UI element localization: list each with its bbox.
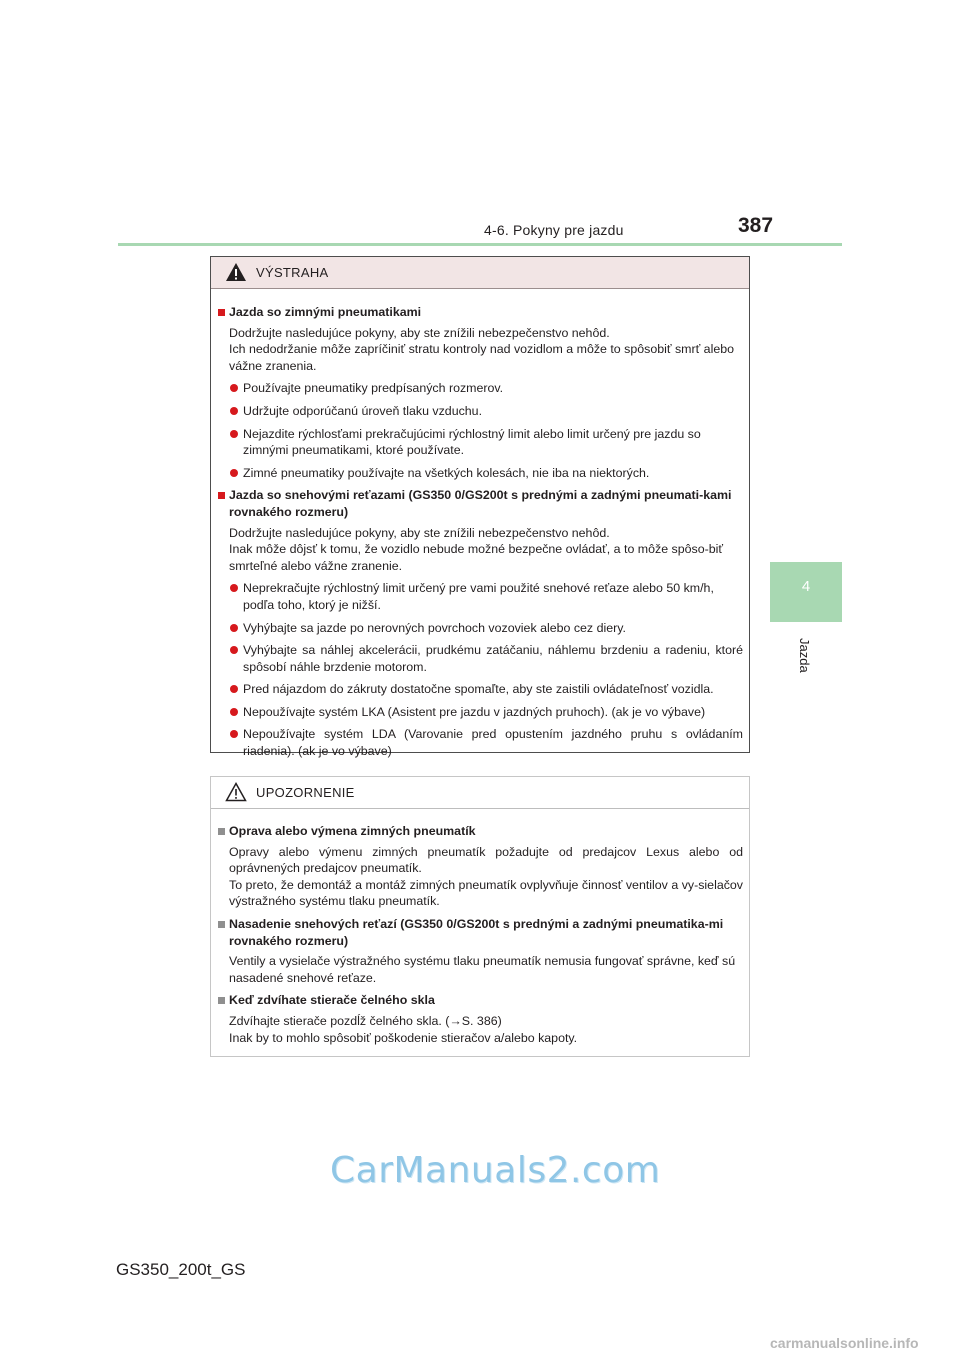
warning-body (211, 289, 749, 760)
warning-heading-snow-chains: Jazda so snehovými reťazami (GS350 0/GS200t s prednými a zadnými pneumati-kami rovnakého rozmeru) (218, 487, 743, 520)
warning-bullet: Nepoužívajte systém LDA (Varovanie pred opustením jazdného pruhu s ovládaním riadenia). (ak je vo výbave) (218, 726, 743, 759)
notice-paragraph-line: Inak by to mohlo spôsobiť poškodenie stieračov a/alebo kapoty. (229, 1030, 578, 1045)
notice-paragraph (218, 953, 743, 986)
section-title: 4-6. Pokyny pre jazdu (484, 222, 624, 238)
site-watermark: carmanualsonline.info (770, 1335, 919, 1351)
warning-bullet: Vyhýbajte sa náhlej akcelerácii, prudkému zatáčaniu, náhlemu brzdeniu a radeniu, ktoré spôsobí náhle brzdenie motorom. (218, 642, 743, 675)
notice-paragraph (218, 1013, 743, 1046)
warning-bullet: Neprekračujte rýchlostný limit určený pre vami použité snehové reťaze alebo 50 km/h, podľa toho, ktorý je nižší. (218, 580, 743, 613)
notice-heading-snow-chains: Nasadenie snehových reťazí (GS350 0/GS200t s prednými a zadnými pneumatika-mi rovnakého rozmeru) (218, 916, 743, 949)
warning-bullet: Nejazdite rýchlosťami prekračujúcimi rýchlostný limit alebo limit určený pre jazdu so zimnými pneumatikami, ktoré používate. (218, 426, 743, 459)
notice-paragraph-line: Opravy alebo výmenu zimných pneumatík požadujte od predajcov Lexus alebo od oprávnených predajcov pneumatík. (229, 844, 743, 876)
caution-triangle-icon (225, 781, 247, 803)
header-rule (118, 243, 842, 246)
warning-header (211, 257, 749, 289)
notice-paragraph-line: To preto, že demontáž a montáž zimných pneumatík ovplyvňuje činnosť ventilov a vy-sielačov výstražného systému tlaku pneumatík. (229, 877, 743, 909)
chapter-number: 4 (801, 578, 811, 595)
watermark-logo: CarManuals2.com (330, 1150, 661, 1191)
notice-heading-wipers: Keď zdvíhate stierače čelného skla (218, 992, 743, 1009)
notice-body (211, 809, 749, 1046)
notice-paragraph (218, 844, 743, 910)
notice-title: UPOZORNENIE (256, 785, 355, 800)
warning-heading-winter-tires: Jazda so zimnými pneumatikami (218, 304, 743, 321)
notice-paragraph-line: Zdvíhajte stierače pozdĺž čelného skla. (→S. 386) (229, 1013, 502, 1028)
chapter-label: Jazda (797, 638, 812, 673)
page-number: 387 (738, 214, 774, 237)
warning-intro-line: Ich nedodržanie môže zapríčiniť stratu kontroly nad vozidlom a môže to spôsobiť smrť alebo vážne zranenia. (229, 342, 734, 373)
warning-bullet: Pred nájazdom do zákruty dostatočne spomaľte, aby ste zaistili ovládateľnosť vozidla. (218, 681, 743, 698)
warning-box (210, 256, 750, 759)
model-code: GS350_200t_GS (116, 1260, 246, 1279)
warning-bullet: Zimné pneumatiky používajte na všetkých kolesách, nie iba na niektorých. (218, 465, 743, 482)
warning-bullet: Udržujte odporúčanú úroveň tlaku vzduchu. (218, 403, 743, 420)
warning-intro-line: Dodržujte nasledujúce pokyny, aby ste znížili nebezpečenstvo nehôd. (229, 525, 610, 540)
warning-intro (218, 525, 743, 575)
warning-intro (218, 325, 743, 375)
notice-paragraph-line: Ventily a vysielače výstražného systému tlaku pneumatík nemusia fungovať správne, keď sú nasadené snehové reťaze. (229, 954, 736, 985)
warning-title: VÝSTRAHA (256, 265, 329, 280)
warning-intro-line: Inak môže dôjsť k tomu, že vozidlo nebude možné bezpečne ovládať, a to môže spôso-biť smrteľné alebo vážne zranenie. (229, 542, 724, 573)
warning-bullet: Používajte pneumatiky predpísaných rozmerov. (218, 380, 743, 397)
notice-box (210, 776, 750, 1057)
chapter-tab (770, 562, 842, 622)
notice-header (211, 777, 749, 809)
warning-bullet: Nepoužívajte systém LKA (Asistent pre jazdu v jazdných pruhoch). (ak je vo výbave) (218, 704, 743, 721)
warning-intro-line: Dodržujte nasledujúce pokyny, aby ste znížili nebezpečenstvo nehôd. (229, 325, 610, 340)
notice-heading-tire-repair: Oprava alebo výmena zimných pneumatík (218, 823, 743, 840)
warning-triangle-icon (225, 261, 247, 283)
warning-bullet: Vyhýbajte sa jazde po nerovných povrchoch vozoviek alebo cez diery. (218, 620, 743, 637)
